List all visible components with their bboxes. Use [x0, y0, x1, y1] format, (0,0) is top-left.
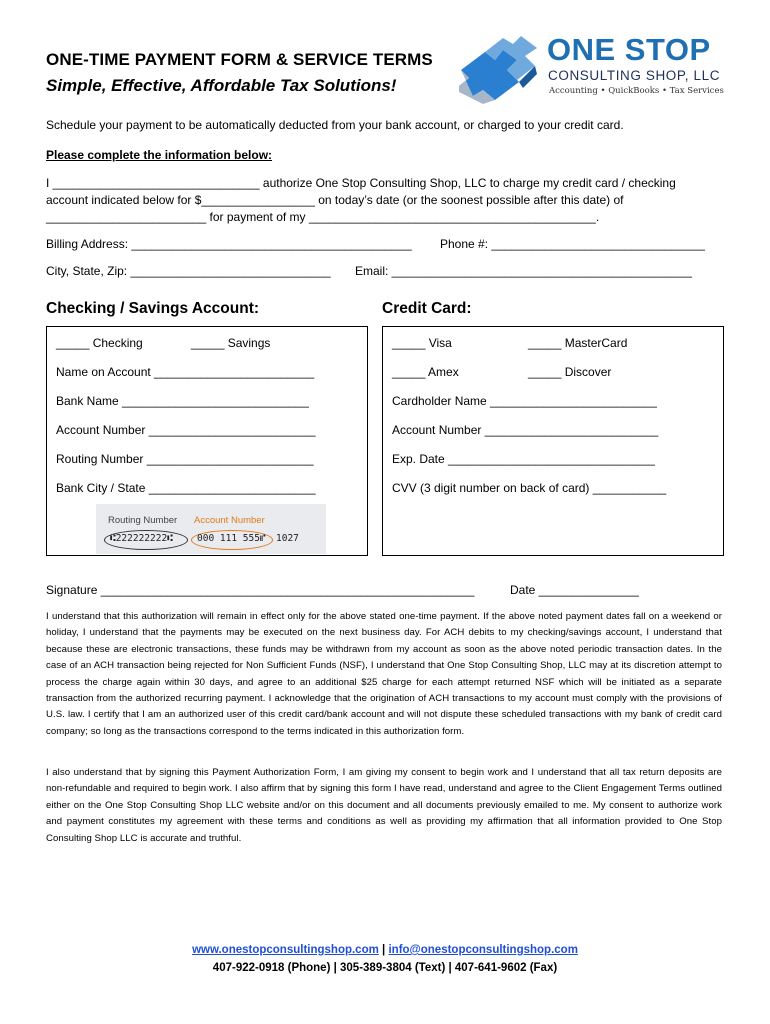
- name-on-account-field[interactable]: Name on Account ________________________: [56, 365, 315, 379]
- auth-line-2[interactable]: account indicated below for $_________________ on today’s date (or the soonest possible after this date) of: [46, 193, 624, 207]
- cardholder-name-field[interactable]: Cardholder Name _________________________: [392, 394, 657, 408]
- amex-option[interactable]: _____ Amex: [392, 365, 459, 379]
- billing-address-field[interactable]: Billing Address: __________________________________________: [46, 237, 412, 251]
- routing-label: Routing Number: [108, 515, 178, 526]
- check-sample-image: [96, 504, 326, 554]
- footer-contacts: 407-922-0918 (Phone) | 305-389-3804 (Text) | 407-641-9602 (Fax): [212, 962, 558, 974]
- email-field[interactable]: Email: _____________________________________________: [355, 264, 692, 278]
- credit-card-heading: Credit Card:: [382, 300, 472, 317]
- intro-text: Schedule your payment to be automatically deducted from your bank account, or charged to your credit card.: [46, 118, 624, 132]
- routing-number-field[interactable]: Routing Number _________________________: [56, 452, 314, 466]
- check-number: 1027: [276, 533, 299, 544]
- logo-tagline: Accounting • QuickBooks • Tax Services: [549, 86, 724, 96]
- checking-option[interactable]: _____ Checking: [56, 336, 143, 350]
- cvv-field[interactable]: CVV (3 digit number on back of card) ___________: [392, 481, 667, 495]
- city-state-zip-field[interactable]: City, State, Zip: ______________________________: [46, 264, 331, 278]
- auth-line-3[interactable]: ________________________ for payment of my ___________________________________________.: [46, 210, 600, 224]
- savings-option[interactable]: _____ Savings: [191, 336, 271, 350]
- signature-field[interactable]: Signature ________________________________________________________: [46, 583, 475, 597]
- discover-option[interactable]: _____ Discover: [528, 365, 612, 379]
- exp-date-field[interactable]: Exp. Date _______________________________: [392, 452, 655, 466]
- card-account-number-field[interactable]: Account Number __________________________: [392, 423, 659, 437]
- checking-heading: Checking / Savings Account:: [46, 300, 260, 317]
- bank-city-state-field[interactable]: Bank City / State _________________________: [56, 481, 316, 495]
- logo-name: ONE STOP: [547, 32, 711, 67]
- website-link[interactable]: www.onestopconsultingshop.com: [192, 944, 379, 956]
- auth-line-1[interactable]: I _______________________________ authorize One Stop Consulting Shop, LLC to charge my credit card / checking: [46, 176, 676, 190]
- puzzle-icon: [455, 30, 545, 110]
- credit-card-box: [382, 326, 724, 556]
- phone-field[interactable]: Phone #: ________________________________: [440, 237, 705, 251]
- footer-links: [0, 944, 770, 956]
- bank-name-field[interactable]: Bank Name ____________________________: [56, 394, 309, 408]
- date-field[interactable]: Date _______________: [510, 583, 639, 597]
- page-title: ONE-TIME PAYMENT FORM & SERVICE TERMS: [46, 50, 433, 69]
- mastercard-option[interactable]: _____ MasterCard: [528, 336, 628, 350]
- instruction-text: Please complete the information below:: [46, 148, 273, 162]
- terms-paragraph-1: I understand that this authorization will remain in effect only for the above stated one-time payment. If the above noted payment dates fall on a weekend or holiday, I understand that the payments may be executed on the next business day. For ACH debits to my checking/savings account, I understand that because these are electronic transactions, these funds may be withdrawn from my account as soon as the above noted periodic transaction dates. In the case of an ACH transaction being rejected for Non Sufficient Funds (NSF), I understand that One Stop Consulting Shop, LLC may at its discretion attempt to process the charge again within 30 days, and agree to an additional $25 charge for each attempt returned NSF which will be initiated as a separate transaction from the authorized recurring payment. I acknowledge that the origination of ACH transactions to my account must comply with the provisions of U.S. law. I certify that I am an authorized user of this credit card/bank account and will not dispute these scheduled transactions with my bank of credit card company; so long as the transactions correspond to the terms indicated in this authorization form.: [46, 611, 722, 737]
- account-number-field[interactable]: Account Number _________________________: [56, 423, 316, 437]
- terms-paragraph-2: I also understand that by signing this Payment Authorization Form, I am giving my consent to begin work and I understand that all tax return deposits are non-refundable and required to begin work. I also affirm that by signing this form I have read, understand and agree to the Client Engagement Terms outlined either on the One Stop Consulting Shop LLC website and/or on this document and all documents previously emailed to me. My consent to authorize work and payment constitutes my agreement with these terms and conditions as well as providing my affirmation that all information provided to One Stop Consulting Shop LLC is accurate and truthful.: [46, 767, 722, 844]
- routing-digits: ⑆222222222⑆: [110, 533, 173, 544]
- visa-option[interactable]: _____ Visa: [392, 336, 452, 350]
- account-label: Account Number: [194, 515, 265, 526]
- logo-subtitle: CONSULTING SHOP, LLC: [548, 68, 721, 83]
- footer-separator: |: [382, 944, 386, 956]
- company-logo: [455, 30, 725, 110]
- account-digits: 000 111 555⑈: [197, 533, 266, 544]
- page-subtitle: Simple, Effective, Affordable Tax Solutions!: [46, 76, 397, 95]
- email-link[interactable]: info@onestopconsultingshop.com: [388, 944, 578, 956]
